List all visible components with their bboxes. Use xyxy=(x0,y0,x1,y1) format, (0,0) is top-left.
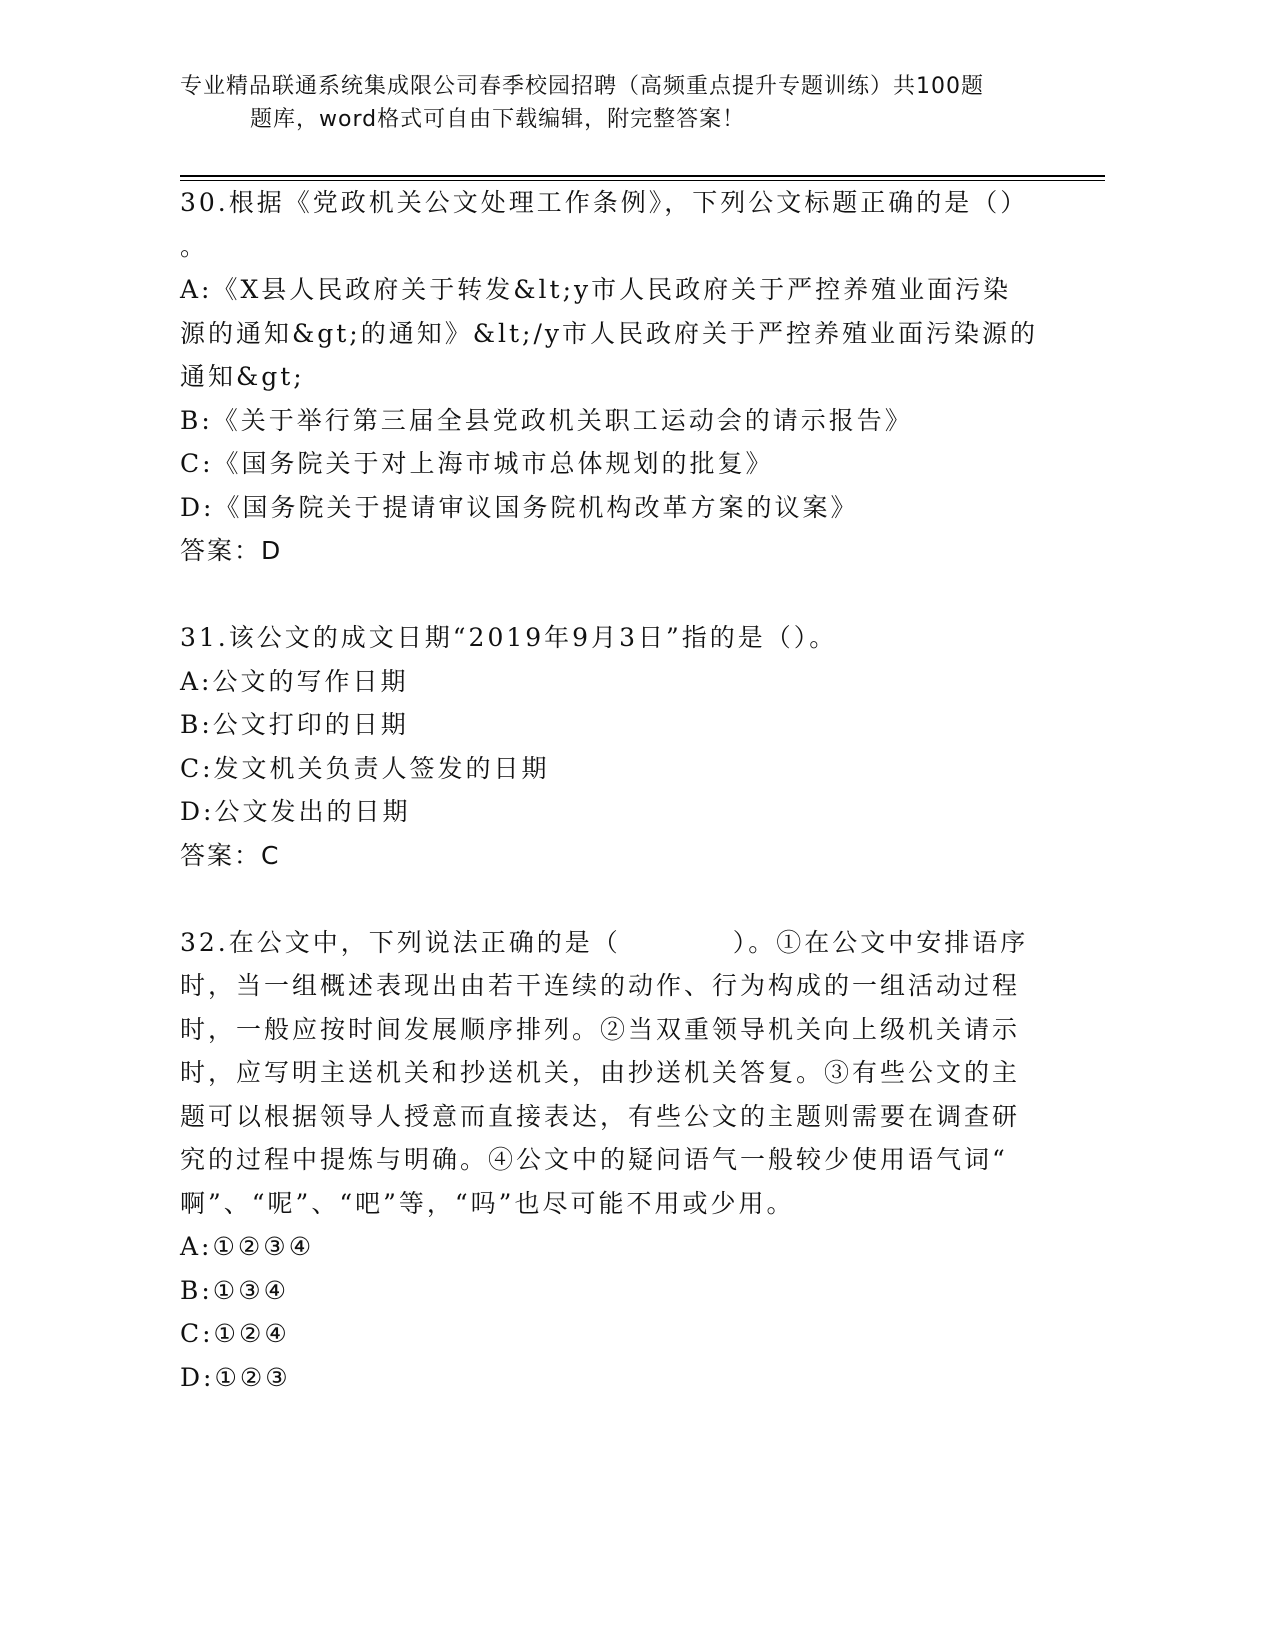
question-31-option-c: C:发文机关负责人签发的日期 xyxy=(180,753,550,783)
header-rule-thick xyxy=(180,175,1105,177)
question-32-option-d: D:①②③ xyxy=(180,1362,291,1392)
question-32-option-c: C:①②④ xyxy=(180,1319,290,1348)
question-30-option-a-cont: 通知&gt; xyxy=(180,362,305,391)
document-header xyxy=(180,70,1050,136)
question-30-option-a-cont: 源的通知&gt;的通知》&lt;/y市人民政府关于严控养殖业面污染源的 xyxy=(180,318,1038,348)
question-32 xyxy=(180,921,1050,1400)
header-line-1: 专业精品联通系统集成限公司春季校园招聘（高频重点提升专题训练）共100题 xyxy=(180,74,984,99)
question-30 xyxy=(180,181,1050,573)
question-30-stem: 30.根据《党政机关公文处理工作条例》，下列公文标题正确的是（） xyxy=(180,188,1029,217)
question-30-option-b: B:《关于举行第三届全县党政机关职工运动会的请示报告》 xyxy=(180,405,913,435)
question-31-answer: 答案：C xyxy=(180,840,281,870)
question-32-stem-cont: 时，当一组概述表现出由若干连续的动作、行为构成的一组活动过程 xyxy=(180,971,1021,1000)
question-31-option-b: B:公文打印的日期 xyxy=(180,710,409,739)
header-line-2: 题库，word格式可自由下载编辑，附完整答案！ xyxy=(250,107,746,132)
question-31-stem: 31.该公文的成文日期“2019年9月3日”指的是（）。 xyxy=(180,623,838,652)
question-32-option-b: B:①③④ xyxy=(180,1275,290,1305)
question-32-option-a: A:①②③④ xyxy=(180,1232,315,1261)
question-30-option-d: D:《国务院关于提请审议国务院机构改革方案的议案》 xyxy=(180,492,859,522)
question-30-answer: 答案：D xyxy=(180,536,283,565)
question-spacer xyxy=(180,877,1050,921)
question-32-stem-cont: 时，应写明主送机关和抄送机关，由抄送机关答复。③有些公文的主 xyxy=(180,1058,1021,1087)
question-31-option-d: D:公文发出的日期 xyxy=(180,797,411,826)
question-31-option-a: A:公文的写作日期 xyxy=(180,666,409,696)
question-32-stem-cont: 啊”、“呢”、“吧”等，“吗”也尽可能不用或少用。 xyxy=(180,1188,795,1218)
question-30-option-a: A:《X县人民政府关于转发&lt;y市人民政府关于严控养殖业面污染 xyxy=(180,275,1012,304)
question-spacer xyxy=(180,573,1050,617)
question-31 xyxy=(180,616,1050,877)
question-32-stem-cont: 题可以根据领导人授意而直接表达，有些公文的主题则需要在调查研 xyxy=(180,1101,1021,1131)
question-30-option-c: C:《国务院关于对上海市城市总体规划的批复》 xyxy=(180,449,774,478)
question-32-stem-cont: 时，一般应按时间发展顺序排列。②当双重领导机关向上级机关请示 xyxy=(180,1014,1021,1044)
question-32-stem: 32.在公文中，下列说法正确的是（ ）。①在公文中安排语序 xyxy=(180,927,1029,957)
question-30-stem-cont: 。 xyxy=(180,231,209,261)
question-list xyxy=(180,181,1050,1399)
question-32-stem-cont: 究的过程中提炼与明确。④公文中的疑问语气一般较少使用语气词“ xyxy=(180,1145,1008,1174)
